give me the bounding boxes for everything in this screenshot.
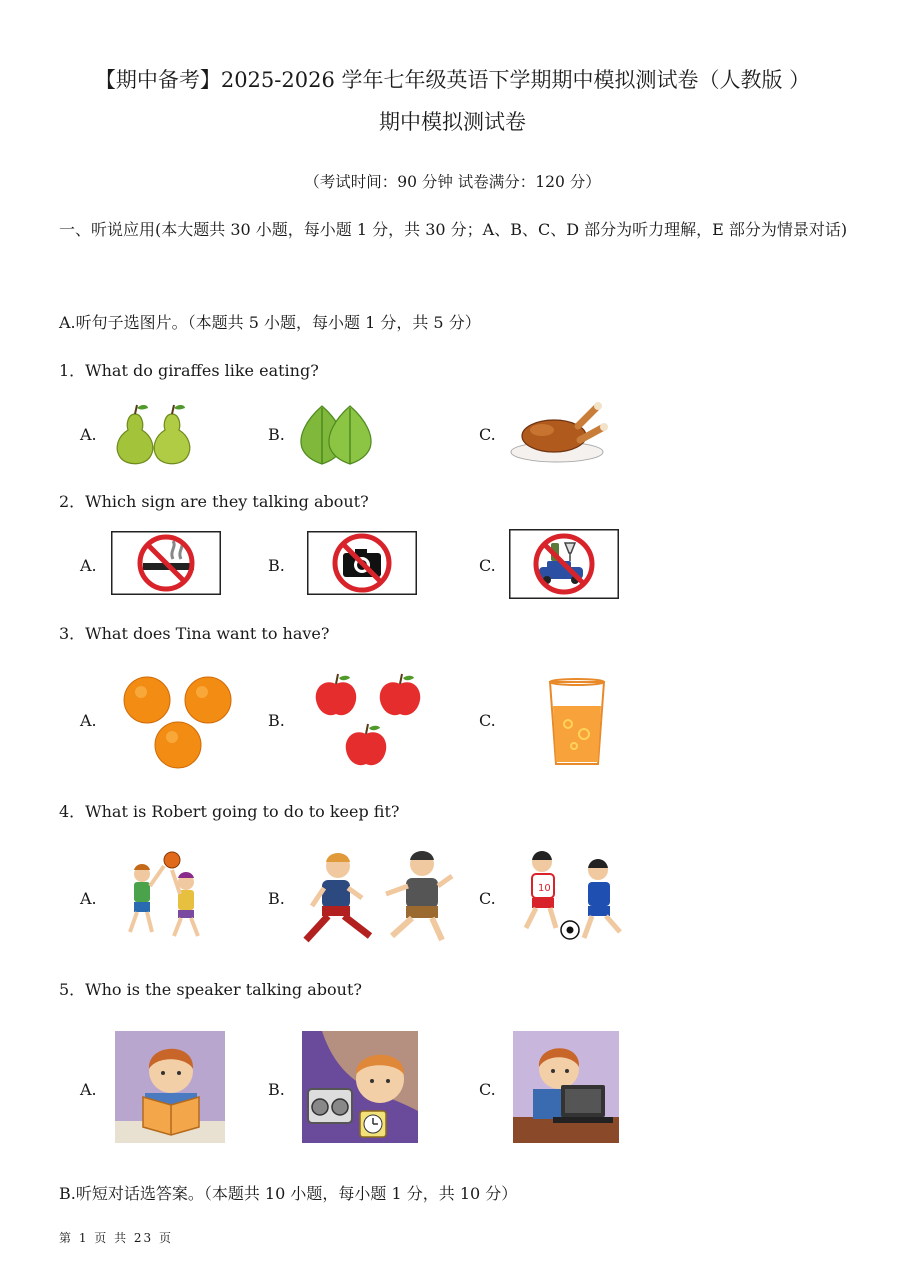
q4-option-c-label: C. — [479, 889, 496, 908]
page-footer: 第 1 页 共 23 页 — [59, 1231, 173, 1245]
no-photos-sign — [307, 531, 417, 595]
soccer-image — [512, 848, 634, 944]
juice-image — [546, 676, 608, 768]
question-5: 5．Who is the speaker talking about? — [59, 980, 362, 999]
question-2: 2．Which sign are they talking about? — [59, 492, 369, 511]
question-4: 4．What is Robert going to do to keep fit? — [59, 802, 400, 821]
roast-chicken-image — [508, 400, 608, 466]
pears-image — [110, 402, 200, 466]
basketball-image — [112, 848, 212, 940]
document-title: 【期中备考】2025-2026 学年七年级英语下学期期中模拟测试卷（人教版 ） — [94, 68, 811, 92]
q5-option-c-label: C. — [479, 1080, 496, 1099]
running-image — [298, 848, 458, 944]
q1-option-c-label: C. — [479, 425, 496, 444]
q1-option-a-label: A. — [80, 425, 97, 444]
q4-option-b-label: B. — [268, 889, 285, 908]
leaves-image — [296, 402, 382, 466]
q3-option-c-label: C. — [479, 711, 496, 730]
exam-info: （考试时间：90 分钟 试卷满分：120 分） — [304, 173, 601, 191]
partB-heading: B.听短对话选答案。（本题共 10 小题，每小题 1 分，共 10 分） — [59, 1184, 518, 1203]
q2-option-c-label: C. — [479, 556, 496, 575]
question-1: 1．What do giraffes like eating? — [59, 361, 319, 380]
no-smoking-sign — [111, 531, 221, 595]
q3-option-b-label: B. — [268, 711, 285, 730]
svg-text:10: 10 — [538, 883, 551, 894]
section1-heading: 一、听说应用(本大题共 30 小题，每小题 1 分，共 30 分；A、B、C、D 部分为听力理解，E 部分为情景对话) — [59, 220, 848, 239]
q1-option-b-label: B. — [268, 425, 285, 444]
q2-option-b-label: B. — [268, 556, 285, 575]
apples-image — [310, 672, 426, 770]
boy-reading-image — [115, 1031, 225, 1143]
no-drink-driving-sign — [509, 529, 619, 599]
partA-heading: A.听句子选图片。（本题共 5 小题，每小题 1 分，共 5 分） — [59, 313, 481, 332]
boy-listening-image — [302, 1031, 418, 1143]
q2-option-a-label: A. — [80, 556, 97, 575]
document-subtitle: 期中模拟测试卷 — [379, 110, 526, 134]
q4-option-a-label: A. — [80, 889, 97, 908]
q5-option-a-label: A. — [80, 1080, 97, 1099]
question-3: 3．What does Tina want to have? — [59, 624, 330, 643]
oranges-image — [120, 672, 236, 770]
boy-computer-image — [513, 1031, 619, 1143]
q3-option-a-label: A. — [80, 711, 97, 730]
q5-option-b-label: B. — [268, 1080, 285, 1099]
